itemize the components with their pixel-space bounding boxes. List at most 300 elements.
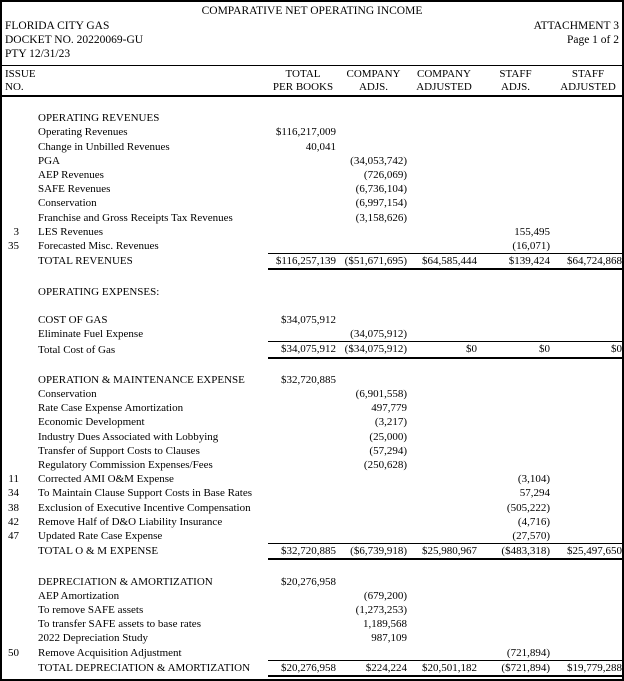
issue-cell xyxy=(2,111,34,125)
value-cell xyxy=(409,631,479,645)
column-header-staff-adjusted: STAFF ADJUSTED xyxy=(552,66,624,97)
issue-cell xyxy=(2,401,34,415)
issue-cell xyxy=(2,458,34,472)
value-cell xyxy=(268,529,338,544)
value-cell: $32,720,885 xyxy=(268,544,338,560)
value-cell xyxy=(479,313,552,327)
table-row xyxy=(2,211,624,225)
value-cell xyxy=(338,225,409,239)
value-cell xyxy=(552,111,624,125)
value-cell xyxy=(479,430,552,444)
table-body xyxy=(2,96,624,676)
value-cell xyxy=(338,285,409,299)
value-cell xyxy=(552,575,624,589)
doc-title: COMPARATIVE NET OPERATING INCOME xyxy=(201,5,423,17)
value-cell xyxy=(552,313,624,327)
value-cell xyxy=(268,631,338,645)
value-cell: (3,158,626) xyxy=(355,211,407,224)
value-cell xyxy=(479,444,552,458)
issue-cell xyxy=(2,140,34,154)
value-cell xyxy=(409,603,479,617)
issue-cell xyxy=(2,430,34,444)
value-cell xyxy=(552,373,624,387)
value-cell xyxy=(338,529,409,544)
attachment-label: ATTACHMENT 3 xyxy=(533,20,619,32)
value-cell xyxy=(409,154,479,168)
issue-cell: 47 xyxy=(8,530,19,543)
description-cell: OPERATING EXPENSES: xyxy=(38,285,160,298)
table-row xyxy=(2,415,624,429)
description-cell: OPERATING REVENUES xyxy=(38,112,160,125)
value-cell xyxy=(409,415,479,429)
value-cell xyxy=(552,211,624,225)
description-cell: 2022 Depreciation Study xyxy=(38,632,148,645)
value-cell: $20,276,958 xyxy=(268,660,338,676)
value-cell xyxy=(409,225,479,239)
column-header-issue-no: ISSUE NO. xyxy=(2,66,34,97)
value-cell xyxy=(552,168,624,182)
issue-cell: 35 xyxy=(8,240,19,253)
issue-cell: 34 xyxy=(8,487,19,500)
issue-cell xyxy=(2,575,34,589)
value-cell xyxy=(409,196,479,210)
description-cell: AEP Amortization xyxy=(38,589,120,602)
table-row xyxy=(2,401,624,415)
value-cell xyxy=(268,430,338,444)
value-cell xyxy=(479,617,552,631)
value-cell xyxy=(338,486,409,500)
value-cell xyxy=(479,589,552,603)
value-cell: $0 xyxy=(409,342,479,358)
description-cell: COST OF GAS xyxy=(38,314,108,326)
value-cell xyxy=(552,458,624,472)
value-cell xyxy=(268,646,338,661)
description-cell: To remove SAFE assets xyxy=(38,604,144,617)
value-cell xyxy=(338,501,409,515)
description-cell: Industry Dues Associated with Lobbying xyxy=(38,430,219,443)
value-cell xyxy=(338,646,409,661)
value-cell xyxy=(479,631,552,645)
issue-cell xyxy=(2,373,34,387)
table-row xyxy=(2,387,624,401)
value-cell xyxy=(268,239,338,254)
value-cell xyxy=(409,430,479,444)
value-cell xyxy=(552,631,624,645)
description-cell: Updated Rate Case Expense xyxy=(38,530,163,543)
value-cell: $34,075,912 xyxy=(268,342,338,358)
description-cell: To Maintain Clause Support Costs in Base Rates xyxy=(38,487,253,500)
value-cell xyxy=(552,239,624,254)
value-cell xyxy=(479,401,552,415)
value-cell: (6,736,104) xyxy=(355,183,407,196)
value-cell xyxy=(338,125,409,139)
value-cell xyxy=(268,515,338,529)
value-cell xyxy=(409,646,479,661)
description-cell: PGA xyxy=(38,154,61,167)
value-cell xyxy=(552,182,624,196)
value-cell xyxy=(552,444,624,458)
value-cell xyxy=(409,589,479,603)
issue-cell: 38 xyxy=(8,501,19,514)
value-cell: (250,628) xyxy=(363,459,407,472)
value-cell: (16,071) xyxy=(512,240,550,253)
spacer-cell xyxy=(2,269,624,284)
value-cell: $20,276,958 xyxy=(281,575,336,588)
issue-cell xyxy=(2,211,34,225)
table-row xyxy=(2,225,624,239)
description-cell: LES Revenues xyxy=(38,225,104,238)
table-row xyxy=(2,168,624,182)
table-row xyxy=(2,313,624,327)
issue-cell xyxy=(2,415,34,429)
issue-cell: 11 xyxy=(8,473,19,486)
value-cell xyxy=(552,327,624,342)
description-cell: AEP Revenues xyxy=(38,169,104,181)
value-cell xyxy=(479,415,552,429)
value-cell xyxy=(409,515,479,529)
table-row xyxy=(2,182,624,196)
spacer-cell xyxy=(2,559,624,574)
value-cell: (679,200) xyxy=(363,589,407,602)
value-cell xyxy=(479,458,552,472)
value-cell: ($34,075,912) xyxy=(338,342,409,358)
value-cell xyxy=(338,472,409,486)
value-cell xyxy=(338,140,409,154)
value-cell xyxy=(479,211,552,225)
spacer-row xyxy=(2,559,624,574)
value-cell xyxy=(409,373,479,387)
value-cell: (4,716) xyxy=(517,515,550,528)
value-cell: $25,497,650 xyxy=(552,544,624,560)
value-cell xyxy=(479,387,552,401)
value-cell xyxy=(268,501,338,515)
table-row xyxy=(2,529,624,544)
value-cell: 497,779 xyxy=(371,402,407,415)
value-cell: (6,997,154) xyxy=(355,197,407,210)
value-cell xyxy=(552,387,624,401)
value-cell: $116,257,139 xyxy=(268,254,338,270)
value-cell: (3,104) xyxy=(517,473,550,486)
value-cell: $25,980,967 xyxy=(409,544,479,560)
value-cell: (25,000) xyxy=(369,430,407,443)
value-cell xyxy=(479,196,552,210)
issue-cell xyxy=(2,444,34,458)
value-cell xyxy=(552,646,624,661)
value-cell xyxy=(479,154,552,168)
value-cell xyxy=(338,111,409,125)
value-cell xyxy=(552,154,624,168)
value-cell: $19,779,288 xyxy=(552,660,624,676)
description-cell: Rate Case Expense Amortization xyxy=(38,402,184,415)
income-table xyxy=(2,65,624,677)
value-cell: $34,075,912 xyxy=(281,314,336,326)
column-header-company-adjusted: COMPANY ADJUSTED xyxy=(409,66,479,97)
issue-cell xyxy=(2,313,34,327)
column-header-company-adjs: COMPANY ADJS. xyxy=(338,66,409,97)
table-row xyxy=(2,327,624,342)
issue-cell xyxy=(2,154,34,168)
description-cell: OPERATION & MAINTENANCE EXPENSE xyxy=(38,373,245,386)
value-cell: ($6,739,918) xyxy=(338,544,409,560)
value-cell xyxy=(552,589,624,603)
value-cell xyxy=(409,125,479,139)
description-cell: Conservation xyxy=(38,388,97,400)
total-row xyxy=(2,544,624,560)
value-cell: $224,224 xyxy=(338,660,409,676)
issue-cell xyxy=(2,589,34,603)
spacer-cell xyxy=(2,358,624,373)
spacer-row xyxy=(2,358,624,373)
description-cell: Corrected AMI O&M Expense xyxy=(38,473,174,486)
value-cell xyxy=(552,125,624,139)
table-row xyxy=(2,140,624,154)
description-cell: Transfer of Support Costs to Clauses xyxy=(38,444,200,457)
table-row xyxy=(2,154,624,168)
value-cell xyxy=(409,285,479,299)
table-row xyxy=(2,472,624,486)
value-cell xyxy=(552,515,624,529)
value-cell xyxy=(479,125,552,139)
description-cell: TOTAL O & M EXPENSE xyxy=(38,545,159,558)
value-cell xyxy=(409,486,479,500)
issue-cell xyxy=(2,660,34,676)
value-cell xyxy=(409,239,479,254)
issue-cell: 3 xyxy=(13,225,19,238)
value-cell: 40,041 xyxy=(305,140,336,153)
issue-cell xyxy=(2,617,34,631)
value-cell: (3,217) xyxy=(374,416,407,429)
value-cell xyxy=(409,211,479,225)
value-cell: (57,294) xyxy=(369,444,407,457)
value-cell xyxy=(409,111,479,125)
value-cell xyxy=(268,327,338,342)
table-row xyxy=(2,430,624,444)
value-cell xyxy=(479,182,552,196)
value-cell xyxy=(409,444,479,458)
description-cell: Exclusion of Executive Incentive Compensation xyxy=(38,501,251,514)
spacer-row xyxy=(2,269,624,284)
value-cell xyxy=(479,373,552,387)
value-cell xyxy=(409,501,479,515)
value-cell: (27,570) xyxy=(512,530,550,543)
value-cell: $64,724,868 xyxy=(552,254,624,270)
value-cell xyxy=(268,225,338,239)
page-number: Page 1 of 2 xyxy=(566,34,619,46)
value-cell: (1,273,253) xyxy=(355,604,407,617)
value-cell xyxy=(268,111,338,125)
value-cell xyxy=(409,313,479,327)
value-cell: ($51,671,695) xyxy=(338,254,409,270)
value-cell: $139,424 xyxy=(479,254,552,270)
value-cell: $32,720,885 xyxy=(281,373,336,386)
value-cell xyxy=(338,373,409,387)
value-cell xyxy=(479,575,552,589)
value-cell: 1,189,568 xyxy=(363,618,407,631)
issue-cell xyxy=(2,544,34,560)
value-cell xyxy=(552,196,624,210)
value-cell xyxy=(479,168,552,182)
value-cell xyxy=(479,285,552,299)
table-row xyxy=(2,603,624,617)
issue-cell xyxy=(2,125,34,139)
value-cell xyxy=(409,458,479,472)
value-cell xyxy=(552,501,624,515)
company-name: FLORIDA CITY GAS xyxy=(5,20,110,32)
value-cell xyxy=(268,458,338,472)
value-cell xyxy=(409,182,479,196)
value-cell: ($721,894) xyxy=(479,660,552,676)
description-cell: To transfer SAFE assets to base rates xyxy=(38,618,201,631)
value-cell xyxy=(552,415,624,429)
value-cell xyxy=(268,444,338,458)
description-cell: Remove Acquisition Adjustment xyxy=(38,646,182,659)
description-cell: DEPRECIATION & AMORTIZATION xyxy=(38,575,213,588)
value-cell xyxy=(479,603,552,617)
description-cell: Franchise and Gross Receipts Tax Revenues xyxy=(38,211,233,224)
value-cell: (34,075,912) xyxy=(350,328,407,341)
value-cell: 155,495 xyxy=(514,225,550,238)
table-row xyxy=(2,444,624,458)
issue-cell xyxy=(2,603,34,617)
value-cell xyxy=(552,486,624,500)
value-cell xyxy=(552,603,624,617)
description-cell: Regulatory Commission Expenses/Fees xyxy=(38,459,213,472)
issue-cell xyxy=(2,342,34,358)
value-cell: 987,109 xyxy=(371,632,407,645)
description-cell: Total Cost of Gas xyxy=(38,343,116,356)
table-row xyxy=(2,486,624,500)
period-label: PTY 12/31/23 xyxy=(5,48,71,60)
value-cell xyxy=(409,401,479,415)
document-header xyxy=(2,2,622,61)
value-cell xyxy=(552,285,624,299)
value-cell xyxy=(409,617,479,631)
issue-cell xyxy=(2,168,34,182)
spacer-cell xyxy=(2,299,624,313)
description-cell: Conservation xyxy=(38,197,97,210)
value-cell xyxy=(268,415,338,429)
value-cell xyxy=(552,529,624,544)
value-cell: $0 xyxy=(552,342,624,358)
value-cell xyxy=(338,313,409,327)
value-cell xyxy=(268,168,338,182)
value-cell xyxy=(409,472,479,486)
table-row xyxy=(2,575,624,589)
table-row xyxy=(2,125,624,139)
table-row xyxy=(2,617,624,631)
value-cell xyxy=(409,327,479,342)
description-cell: SAFE Revenues xyxy=(38,183,111,196)
value-cell xyxy=(268,486,338,500)
value-cell xyxy=(268,401,338,415)
value-cell xyxy=(338,515,409,529)
column-header-total-per-books: TOTAL PER BOOKS xyxy=(268,66,338,97)
table-row xyxy=(2,631,624,645)
value-cell: 57,294 xyxy=(519,487,550,500)
value-cell: $20,501,182 xyxy=(409,660,479,676)
value-cell: (721,894) xyxy=(506,646,550,659)
issue-cell xyxy=(2,327,34,342)
spacer-row xyxy=(2,299,624,313)
value-cell xyxy=(338,575,409,589)
spacer-row xyxy=(2,96,624,111)
value-cell xyxy=(268,472,338,486)
value-cell: (34,053,742) xyxy=(350,154,407,167)
description-cell: TOTAL DEPRECIATION & AMORTIZATION xyxy=(38,662,251,675)
table-row xyxy=(2,111,624,125)
total-row xyxy=(2,342,624,358)
value-cell: $0 xyxy=(479,342,552,358)
value-cell xyxy=(268,182,338,196)
table-row xyxy=(2,239,624,254)
value-cell xyxy=(479,140,552,154)
value-cell xyxy=(268,603,338,617)
value-cell xyxy=(552,430,624,444)
docket-number: DOCKET NO. 20220069-GU xyxy=(5,34,144,46)
issue-cell xyxy=(2,387,34,401)
issue-cell: 42 xyxy=(8,515,19,528)
column-header-description xyxy=(34,66,268,97)
issue-cell xyxy=(2,254,34,270)
table-row xyxy=(2,285,624,299)
spacer-cell xyxy=(2,96,624,111)
value-cell: (6,901,558) xyxy=(355,388,407,400)
issue-cell xyxy=(2,182,34,196)
value-cell xyxy=(268,211,338,225)
value-cell: ($483,318) xyxy=(479,544,552,560)
value-cell xyxy=(479,111,552,125)
value-cell xyxy=(552,472,624,486)
table-header xyxy=(2,66,624,97)
value-cell xyxy=(479,327,552,342)
value-cell xyxy=(552,617,624,631)
description-cell: Economic Development xyxy=(38,416,145,429)
table-row xyxy=(2,515,624,529)
value-cell xyxy=(338,239,409,254)
table-row xyxy=(2,501,624,515)
value-cell: (726,069) xyxy=(363,169,407,181)
value-cell: $116,217,009 xyxy=(275,126,336,139)
description-cell: Remove Half of D&O Liability Insurance xyxy=(38,515,223,528)
value-cell xyxy=(268,589,338,603)
value-cell xyxy=(268,196,338,210)
description-cell: Operating Revenues xyxy=(38,126,128,139)
issue-cell xyxy=(2,631,34,645)
value-cell xyxy=(409,575,479,589)
value-cell xyxy=(268,285,338,299)
column-header-staff-adjs: STAFF ADJS. xyxy=(479,66,552,97)
value-cell xyxy=(552,401,624,415)
issue-cell xyxy=(2,196,34,210)
description-cell: Change in Unbilled Revenues xyxy=(38,140,170,153)
table-row xyxy=(2,589,624,603)
description-cell: Eliminate Fuel Expense xyxy=(38,328,144,341)
total-row xyxy=(2,254,624,270)
value-cell xyxy=(268,617,338,631)
table-row xyxy=(2,458,624,472)
value-cell xyxy=(552,225,624,239)
value-cell: $64,585,444 xyxy=(409,254,479,270)
value-cell xyxy=(409,168,479,182)
issue-cell: 50 xyxy=(8,646,19,659)
value-cell xyxy=(409,387,479,401)
value-cell xyxy=(409,529,479,544)
value-cell xyxy=(552,140,624,154)
description-cell: Forecasted Misc. Revenues xyxy=(38,240,159,253)
table-row xyxy=(2,373,624,387)
total-row xyxy=(2,660,624,676)
value-cell xyxy=(268,387,338,401)
